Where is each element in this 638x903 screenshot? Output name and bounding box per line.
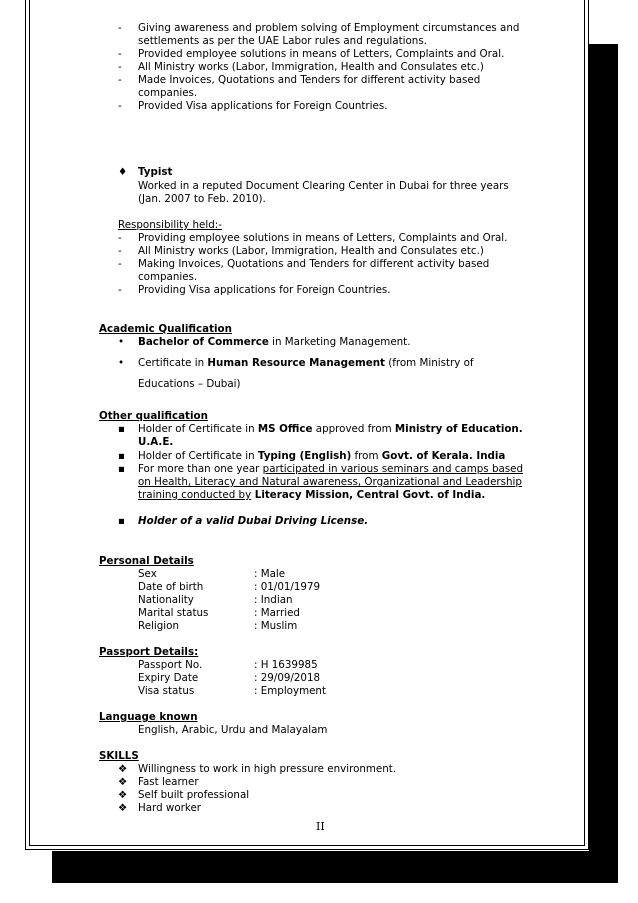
detail-value: : 01/01/1979 <box>254 581 321 593</box>
clover-bullet-icon: ❖ <box>118 776 128 788</box>
detail-label: Nationality <box>138 594 194 606</box>
dash-bullet: - <box>118 232 122 244</box>
detail-label: Sex <box>138 568 157 580</box>
detail-label: Marital status <box>138 607 209 619</box>
section-heading: SKILLS <box>99 750 139 762</box>
dash-bullet: - <box>118 245 122 257</box>
list-item: For more than one year participated in various seminars and camps based <box>138 463 524 475</box>
list-item: Made Invoices, Quotations and Tenders for different activity based <box>138 74 481 86</box>
square-bullet-icon: ▪ <box>118 463 125 475</box>
job-dates: (Jan. 2007 to Feb. 2010). <box>138 193 266 205</box>
language-list: English, Arabic, Urdu and Malayalam <box>138 724 328 736</box>
list-item: Bachelor of Commerce in Marketing Management. <box>138 336 411 348</box>
page-shadow-bottom <box>52 851 618 883</box>
dash-bullet: - <box>118 258 122 270</box>
list-item-cont: companies. <box>138 271 198 283</box>
detail-value: : Employment <box>254 685 326 697</box>
clover-bullet-icon: ❖ <box>118 763 128 775</box>
list-item-cont: Educations – Dubai) <box>138 378 241 390</box>
detail-label: Visa status <box>138 685 195 697</box>
list-item: Provided employee solutions in means of Letters, Complaints and Oral. <box>138 48 505 60</box>
detail-value: : H 1639985 <box>254 659 318 671</box>
section-heading: Passport Details: <box>99 646 199 658</box>
list-item-cont: settlements as per the UAE Labor rules and regulations. <box>138 35 427 47</box>
square-bullet-icon: ▪ <box>118 450 125 462</box>
job-title: Typist <box>138 166 173 178</box>
list-item: Certificate in Human Resource Management (from Ministry of <box>138 357 474 369</box>
dash-bullet: - <box>118 74 122 86</box>
skill-item: Willingness to work in high pressure environment. <box>138 763 397 775</box>
square-bullet-icon: ▪ <box>118 423 125 435</box>
dash-bullet: - <box>118 48 122 60</box>
skill-item: Fast learner <box>138 776 199 788</box>
page-shadow-right <box>589 44 618 883</box>
list-item-cont: companies. <box>138 87 198 99</box>
section-heading: Language known <box>99 711 198 723</box>
diamond-bullet-icon: ♦ <box>118 166 128 178</box>
list-item: Giving awareness and problem solving of Employment circumstances and <box>138 22 520 34</box>
dash-bullet: - <box>118 284 122 296</box>
detail-label: Expiry Date <box>138 672 199 684</box>
detail-value: : Male <box>254 568 286 580</box>
list-item: Holder of Certificate in MS Office approved from Ministry of Education. <box>138 423 523 435</box>
page-number: II <box>316 820 325 833</box>
list-item: Holder of Certificate in Typing (English) from Govt. of Kerala. India <box>138 450 506 462</box>
dash-bullet: - <box>118 100 122 112</box>
bullet-icon: • <box>118 336 125 348</box>
bullet-icon: • <box>118 357 125 369</box>
detail-label: Date of birth <box>138 581 204 593</box>
list-item: Providing Visa applications for Foreign Countries. <box>138 284 391 296</box>
list-item: All Ministry works (Labor, Immigration, Health and Consulates etc.) <box>138 245 484 257</box>
dash-bullet: - <box>118 61 122 73</box>
list-item: Holder of a valid Dubai Driving License. <box>138 515 369 527</box>
job-description: Worked in a reputed Document Clearing Center in Dubai for three years <box>138 180 509 192</box>
list-item: Provided Visa applications for Foreign Countries. <box>138 100 388 112</box>
list-item: All Ministry works (Labor, Immigration, Health and Consulates etc.) <box>138 61 484 73</box>
detail-value: : Indian <box>254 594 293 606</box>
clover-bullet-icon: ❖ <box>118 802 128 814</box>
list-item-cont: training conducted by Literacy Mission, Central Govt. of India. <box>138 489 486 501</box>
section-heading: Personal Details <box>99 555 194 567</box>
square-bullet-icon: ▪ <box>118 515 125 527</box>
detail-value: : 29/09/2018 <box>254 672 321 684</box>
clover-bullet-icon: ❖ <box>118 789 128 801</box>
list-item: Making Invoices, Quotations and Tenders for different activity based <box>138 258 490 270</box>
skill-item: Self built professional <box>138 789 250 801</box>
dash-bullet: - <box>118 22 122 34</box>
detail-value: : Married <box>254 607 300 619</box>
list-item-cont: U.A.E. <box>138 436 174 448</box>
list-item-cont: on Health, Literacy and Natural awareness, Organizational and Leadership <box>138 476 522 488</box>
detail-label: Religion <box>138 620 179 632</box>
section-heading: Other qualification <box>99 410 208 422</box>
responsibility-heading: Responsibility held:- <box>118 219 222 231</box>
list-item: Providing employee solutions in means of Letters, Complaints and Oral. <box>138 232 508 244</box>
skill-item: Hard worker <box>138 802 202 814</box>
detail-label: Passport No. <box>138 659 203 671</box>
detail-value: : Muslim <box>254 620 298 632</box>
section-heading: Academic Qualification <box>99 323 232 335</box>
